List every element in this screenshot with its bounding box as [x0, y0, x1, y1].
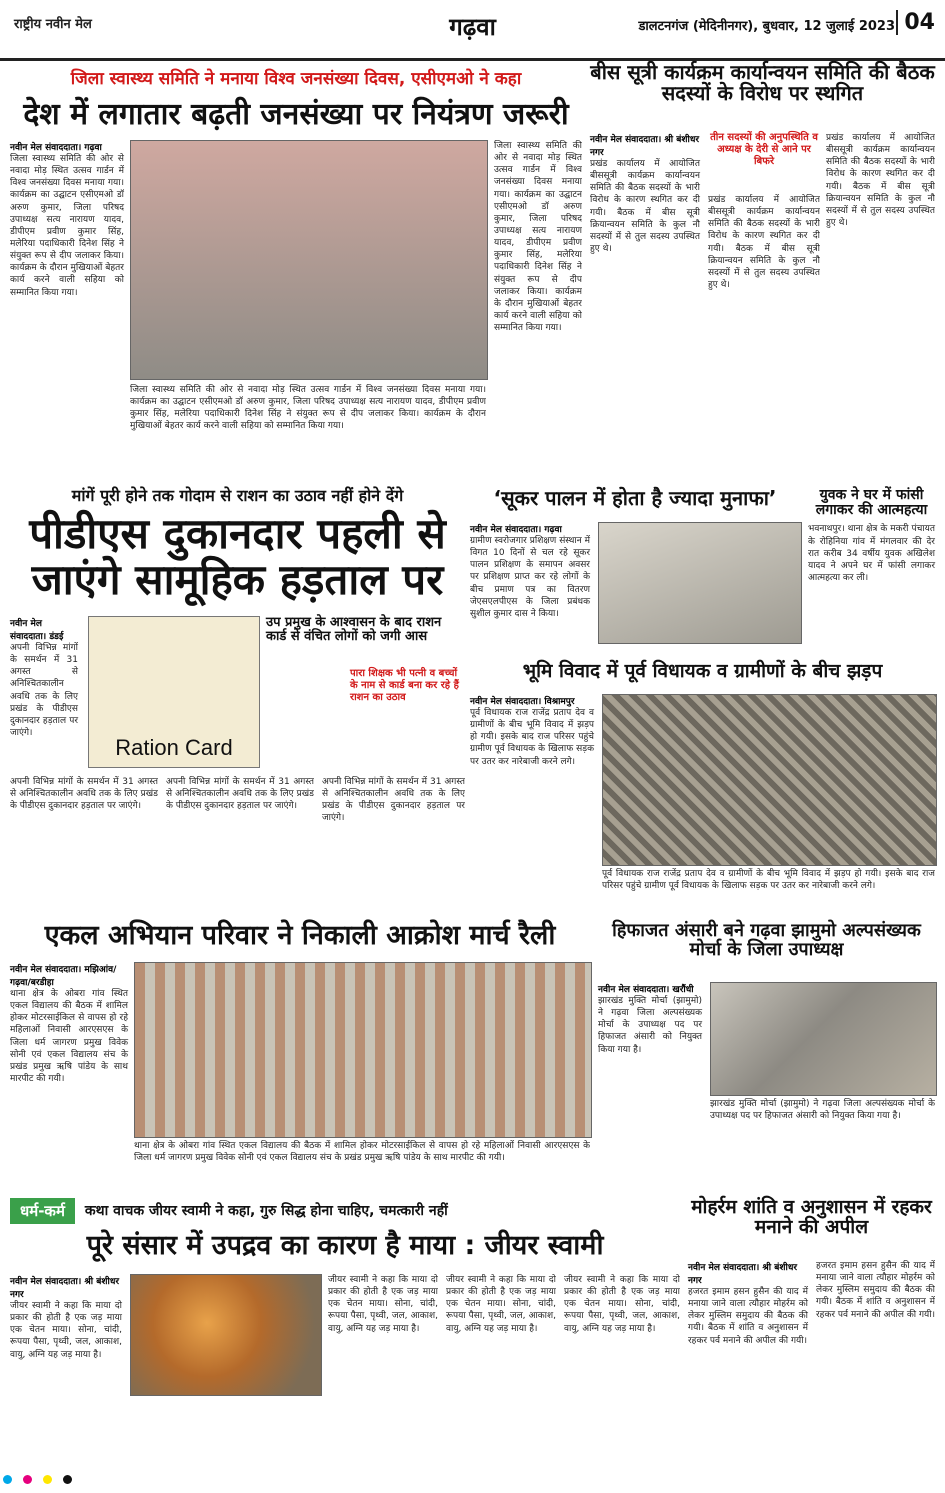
story-photo — [134, 962, 592, 1138]
story-body-column: अपनी विभिन्न मांगों के समर्थन में 31 अगस्त से अनिश्चितकालीन अवधि तक के लिए प्रखंड के पीडीएस दुकानदार हड़ताल पर जाएंगे। — [10, 777, 158, 812]
story-suicide — [808, 488, 935, 656]
dateline: डालटनगंज (मेदिनीनगर), बुधवार, 12 जुलाई 2023 — [638, 19, 895, 34]
story-headline: पूरे संसार में उपद्रव का कारण है माया : जीयर स्वामी — [86, 1230, 604, 1261]
story-body: प्रखंड कार्यालय में आयोजित बीससूत्री कार्यक्रम कार्यान्वयन समिति की बैठक सदस्यों के भारी विरोध के कारण स्थगित कर दी गयी। बैठक में बीस सूत्री क्रियान्वयन समिति के कुल नौ सदस्यों में से तुल सदस्य उपस्थित हुए थे। — [590, 159, 700, 254]
story-photo — [130, 1274, 322, 1396]
masthead — [0, 0, 945, 61]
story-photo — [602, 694, 937, 866]
story-body-continued: पूर्व विधायक राज राजेंद्र प्रताप देव व ग्रामीणों के बीच भूमि विवाद में झड़प हो गयी। इसके बाद राज परिसर पहुंचे ग्रामीण पूर्व विधायक के खिलाफ सड़क पर उतर कर नारेबाजी करने लगे। — [602, 869, 935, 892]
story-byline: नवीन मेल संवाददाता। मझिआंव/गढ़वा/बरडीहा — [10, 965, 117, 988]
newspaper-logo: राष्ट्रीय नवीन मेल — [14, 17, 92, 32]
story-body: जिला स्वास्थ्य समिति की ओर से नवादा मोड़ स्थित उत्सव गार्डन में विश्व जनसंख्या दिवस मनाया गया। कार्यक्रम का उद्घाटन एसीएमओ डॉ अरुण कुमार, जिला परिषद उपाध्यक्ष सत्य नारायण यादव, डीपीएम प्रवीण कुमार सिंह, मलेरिया पदाधिकारी दिनेश सिंह ने संयुक्त रूप से दीप जलाकर किया। कार्यक्रम के दौरान मुखियाओं बेहतर कार्य करने वाली सहिया को सम्मानित किया गया। — [10, 154, 124, 298]
story-population — [10, 62, 582, 480]
story-body-continued: जिला स्वास्थ्य समिति की ओर से नवादा मोड़ स्थित उत्सव गार्डन में विश्व जनसंख्या दिवस मनाया गया। कार्यक्रम का उद्घाटन एसीएमओ डॉ अरुण कुमार, जिला परिषद उपाध्यक्ष सत्य नारायण यादव, डीपीएम प्रवीण कुमार सिंह, मलेरिया पदाधिकारी दिनेश सिंह ने संयुक्त रूप से दीप जलाकर किया। कार्यक्रम के दौरान मुखियाओं बेहतर कार्य करने वाली सहिया को सम्मानित किया गया। — [130, 385, 486, 432]
print-registration-strip — [0, 1470, 945, 1489]
story-jmm-appointment — [598, 922, 935, 1194]
story-photo — [598, 522, 802, 644]
story-headline: पीडीएस दुकानदार पहली से जाएंगे सामूहिक हड़ताल पर — [29, 508, 446, 604]
page-number: 04 — [896, 10, 935, 35]
story-rally — [10, 922, 590, 1194]
registration-dot — [3, 1475, 12, 1484]
story-body-column: प्रखंड कार्यालय में आयोजित बीससूत्री कार्यक्रम कार्यान्वयन समिति की बैठक सदस्यों के भारी विरोध के कारण स्थगित कर दी गयी। बैठक में बीस सूत्री क्रियान्वयन समिति के कुल नौ सदस्यों में से तुल सदस्य उपस्थित हुए थे। — [708, 195, 820, 290]
story-byline: नवीन मेल संवाददाता। खरौंधी — [598, 985, 694, 995]
story-kicker-banner — [10, 1198, 680, 1224]
story-pullquote: पारा शिक्षक भी पत्नी व बच्चों के नाम से कार्ड बना कर रहे हैं राशन का उठाव — [350, 668, 459, 703]
story-body-column: अपनी विभिन्न मांगों के समर्थन में 31 अगस्त से अनिश्चितकालीन अवधि तक के लिए प्रखंड के पीडीएस दुकानदार हड़ताल पर जाएंगे। — [166, 777, 314, 812]
story-headline: ‘सूकर पालन में होता है ज्यादा मुनाफा’ — [493, 486, 777, 510]
story-byline: नवीन मेल संवाददाता। श्री बंशीधर नगर — [688, 1263, 798, 1286]
story-body: ग्रामीण स्वरोजगार प्रशिक्षण संस्थान में विगत 10 दिनों से चल रहे सूकर पालन प्रशिक्षण के समापन अवसर पर प्रशिक्षण प्राप्त कर रहे लोगों के बीच प्रमाण पत्र का वितरण जेएसएलपीएस के जिला प्रबंधक सुशील कुमार दास ने किया। — [470, 536, 590, 619]
story-kicker: कथा वाचक जीयर स्वामी ने कहा, गुरु सिद्ध होना चाहिए, चमत्कारी नहीं — [75, 1198, 680, 1224]
story-headline: हिफाजत अंसारी बने गढ़वा झामुमो अल्पसंख्यक मोर्चा के जिला उपाध्यक्ष — [612, 920, 921, 960]
story-photo — [130, 140, 488, 380]
story-body-column: अपनी विभिन्न मांगों के समर्थन में 31 अगस्त से अनिश्चितकालीन अवधि तक के लिए प्रखंड के पीडीएस दुकानदार हड़ताल पर जाएंगे। — [322, 777, 465, 824]
story-body-continued: झारखंड मुक्ति मोर्चा (झामुमो) ने गढ़वा जिला अल्पसंख्यक मोर्चा के उपाध्यक्ष पद पर हिफाजत अंसारी को नियुक्त किया गया है। — [710, 1099, 935, 1122]
story-subhead: उप प्रमुख के आश्वासन के बाद राशन कार्ड से वंचित लोगों को जगी आस — [266, 615, 442, 644]
story-headline: देश में लगातार बढ़ती जनसंख्या पर नियंत्रण जरूरी — [23, 97, 569, 132]
story-jiyar-swami — [10, 1198, 680, 1468]
story-pig-farming — [470, 488, 800, 656]
story-body: जीयर स्वामी ने कहा कि माया दो प्रकार की होती है एक जड़ माया एक चेतन माया। सोना, चांदी, रूपया पैसा, पृथ्वी, जल, आकाश, वायु, अग्नि यह जड़ माया है। — [10, 1301, 122, 1360]
story-body: झारखंड मुक्ति मोर्चा (झामुमो) ने गढ़वा जिला अल्पसंख्यक मोर्चा के उपाध्यक्ष पद पर हिफाजत अंसारी को नियुक्त किया गया है। — [598, 996, 702, 1055]
story-pullquote: तीन सदस्यों की अनुपस्थिति व अध्यक्ष के देरी से आने पर बिफरे — [710, 132, 818, 167]
story-twenty-point-meeting — [590, 62, 935, 480]
story-byline: नवीन मेल संवाददाता। श्री बंशीधर नगर — [590, 135, 700, 158]
story-body-column: जीयर स्वामी ने कहा कि माया दो प्रकार की होती है एक जड़ माया एक चेतन माया। सोना, चांदी, रूपया पैसा, पृथ्वी, जल, आकाश, वायु, अग्नि यह जड़ माया है। — [446, 1275, 556, 1334]
story-body: अपनी विभिन्न मांगों के समर्थन में 31 अगस्त से अनिश्चितकालीन अवधि तक के लिए प्रखंड के पीडीएस दुकानदार हड़ताल पर जाएंगे। — [10, 643, 78, 738]
story-body-column: जीयर स्वामी ने कहा कि माया दो प्रकार की होती है एक जड़ माया एक चेतन माया। सोना, चांदी, रूपया पैसा, पृथ्वी, जल, आकाश, वायु, अग्नि यह जड़ माया है। — [564, 1275, 680, 1334]
story-muharram — [688, 1198, 935, 1468]
story-body: पूर्व विधायक राज राजेंद्र प्रताप देव व ग्रामीणों के बीच भूमि विवाद में झड़प हो गयी। इसके बाद राज परिसर पहुंचे ग्रामीण पूर्व विधायक के खिलाफ सड़क पर उतर कर नारेबाजी करने लगे। — [470, 708, 594, 767]
section-title: गढ़वा — [449, 13, 496, 41]
story-pds-strike — [10, 488, 465, 916]
registration-dot — [43, 1475, 52, 1484]
story-byline: नवीन मेल संवाददाता। गढ़वा — [10, 143, 102, 153]
story-headline: भूमि विवाद में पूर्व विधायक व ग्रामीणों के बीच झड़प — [522, 660, 883, 682]
registration-dot — [63, 1475, 72, 1484]
story-body: हजरत इमाम हसन हुसैन की याद में मनाया जाने वाला त्यौहार मोहर्रम को लेकर मुस्लिम समुदाय की बैठक की गयी। बैठक में शांति व अनुशासन में रहकर पर्व मनाने की अपील की गयी। — [688, 1287, 808, 1346]
registration-dot — [23, 1475, 32, 1484]
story-body-column: जिला स्वास्थ्य समिति की ओर से नवादा मोड़ स्थित उत्सव गार्डन में विश्व जनसंख्या दिवस मनाया गया। कार्यक्रम का उद्घाटन एसीएमओ डॉ अरुण कुमार, जिला परिषद उपाध्यक्ष सत्य नारायण यादव, डीपीएम प्रवीण कुमार सिंह, मलेरिया पदाधिकारी दिनेश सिंह ने संयुक्त रूप से दीप जलाकर किया। कार्यक्रम के दौरान मुखियाओं बेहतर कार्य करने वाली सहिया को सम्मानित किया गया। — [494, 141, 582, 334]
section-tag: धर्म-कर्म — [20, 1202, 65, 1220]
story-land-dispute — [470, 662, 935, 916]
story-headline: बीस सूत्री कार्यक्रम कार्यान्वयन समिति की बैठक सदस्यों के विरोध पर स्थगित — [590, 60, 935, 105]
story-headline: एकल अभियान परिवार ने निकाली आक्रोश मार्च रैली — [44, 920, 556, 951]
story-byline: नवीन मेल संवाददाता। डंडई — [10, 619, 64, 642]
story-photo — [710, 982, 937, 1096]
ration-card-image — [88, 616, 260, 768]
story-headline: युवक ने घर में फांसी लगाकर की आत्महत्या — [815, 487, 928, 518]
story-body: थाना क्षेत्र के ओबरा गांव स्थित एकल विद्यालय की बैठक में शामिल होकर मोटरसाईकिल से वापस हो रहे महिलाओं निवासी आरएसएस के जिला धर्म जागरण प्रमुख विवेक सोनी एवं एकल विद्यालय संच के प्रखंड प्रमुख ऋषि पांडेय के साथ मारपीट की गयी। — [10, 989, 128, 1084]
story-body-column: हजरत इमाम हसन हुसैन की याद में मनाया जाने वाला त्यौहार मोहर्रम को लेकर मुस्लिम समुदाय की बैठक की गयी। बैठक में शांति व अनुशासन में रहकर पर्व मनाने की अपील की गयी। — [816, 1261, 935, 1320]
story-kicker: मांगें पूरी होने तक गोदाम से राशन का उठाव नहीं होने देंगे — [71, 486, 404, 505]
story-headline: मोहर्रम शांति व अनुशासन में रहकर मनाने की अपील — [691, 1196, 932, 1238]
story-byline: नवीन मेल संवाददाता। श्री बंशीधर नगर — [10, 1277, 120, 1300]
story-byline: नवीन मेल संवाददाता। विश्रामपुर — [470, 697, 575, 707]
story-body-column: प्रखंड कार्यालय में आयोजित बीससूत्री कार्यक्रम कार्यान्वयन समिति की बैठक सदस्यों के भारी विरोध के कारण स्थगित कर दी गयी। बैठक में बीस सूत्री क्रियान्वयन समिति के कुल नौ सदस्यों में से तुल सदस्य उपस्थित हुए थे। — [826, 133, 935, 228]
ration-card-label: Ration Card — [115, 735, 233, 760]
story-byline: नवीन मेल संवाददाता। गढ़वा — [470, 525, 562, 535]
story-body: भवनाथपुर। थाना क्षेत्र के मकरी पंचायत के रोहिनिया गांव में मंगलवार की देर रात करीब 34 वर्षीय युवक अखिलेश यादव ने अपने घर में फांसी लगाकर आत्महत्या कर ली। — [808, 524, 935, 583]
story-kicker: जिला स्वास्थ्य समिति ने मनाया विश्व जनसंख्या दिवस, एसीएमओ ने कहा — [70, 69, 522, 89]
story-body-column: जीयर स्वामी ने कहा कि माया दो प्रकार की होती है एक जड़ माया एक चेतन माया। सोना, चांदी, रूपया पैसा, पृथ्वी, जल, आकाश, वायु, अग्नि यह जड़ माया है। — [328, 1275, 438, 1334]
story-body-continued: थाना क्षेत्र के ओबरा गांव स्थित एकल विद्यालय की बैठक में शामिल होकर मोटरसाईकिल से वापस हो रहे महिलाओं निवासी आरएसएस के जिला धर्म जागरण प्रमुख विवेक सोनी एवं एकल विद्यालय संच के प्रखंड प्रमुख ऋषि पांडेय के साथ मारपीट की गयी। — [134, 1141, 590, 1164]
